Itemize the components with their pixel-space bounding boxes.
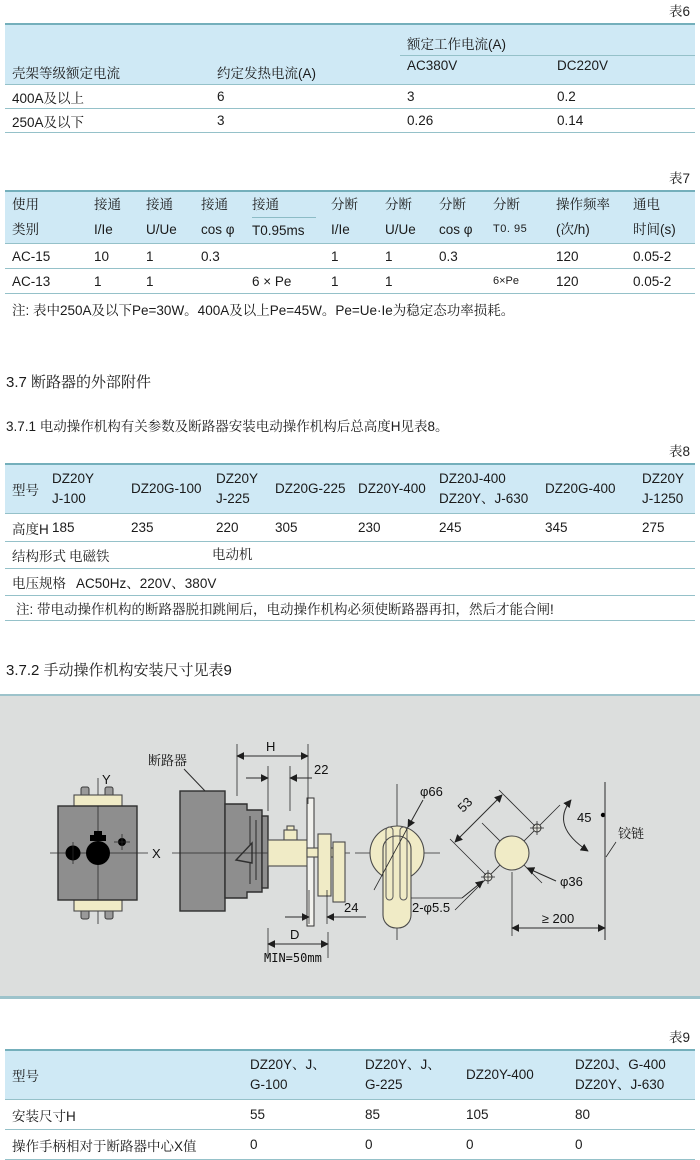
table-row bbox=[5, 1100, 695, 1130]
data-cell: 85 bbox=[358, 1100, 459, 1130]
table9-header-row bbox=[5, 1050, 695, 1100]
data-cell: 0 bbox=[358, 1130, 459, 1160]
data-cell: 0.2 bbox=[550, 85, 695, 109]
voltage-row-cell bbox=[5, 569, 695, 596]
table6-label: 表6 bbox=[668, 4, 690, 19]
model-line: G-100 bbox=[250, 1077, 288, 1092]
header-group-cell: 额定工作电流(A) bbox=[400, 24, 695, 56]
header-line: 分断 bbox=[439, 197, 466, 212]
data-cell bbox=[194, 269, 245, 294]
header-cell bbox=[245, 191, 324, 244]
model-line: DZ20J-400 bbox=[439, 471, 506, 486]
voltage-value: AC50Hz、220V、380V bbox=[76, 576, 217, 591]
header-cell: AC380V bbox=[400, 56, 550, 85]
data-cell: 185 bbox=[45, 514, 124, 542]
mounting-holes-view bbox=[411, 782, 644, 940]
header-cell bbox=[486, 191, 549, 244]
header-cell: 约定发热电流(A) bbox=[210, 24, 400, 85]
data-cell bbox=[245, 244, 324, 269]
structure-value-motor: 电动机 bbox=[212, 547, 253, 562]
data-cell: 0.3 bbox=[194, 244, 245, 269]
installation-diagram-panel bbox=[0, 694, 700, 999]
data-cell: 120 bbox=[549, 269, 626, 294]
header-cell bbox=[626, 191, 695, 244]
data-cell: 0.05-2 bbox=[626, 244, 695, 269]
header-cell: DC220V bbox=[550, 56, 695, 85]
model-line: DZ20Y bbox=[216, 471, 259, 486]
header-cell bbox=[432, 191, 486, 244]
section-heading-3-7-2: 3.7.2 手动操作机构安装尺寸见表9 bbox=[6, 662, 232, 679]
table-row bbox=[5, 1130, 695, 1160]
header-cell bbox=[358, 1050, 459, 1100]
data-cell: AC-15 bbox=[5, 244, 87, 269]
header-cell bbox=[459, 1050, 568, 1100]
dim-d-label: D bbox=[290, 927, 300, 942]
model-line: J-100 bbox=[52, 491, 86, 506]
header-line: 操作频率 bbox=[556, 197, 610, 212]
holes-label: 2-φ5.5 bbox=[412, 900, 451, 915]
data-cell bbox=[432, 269, 486, 294]
header-line: 接通 bbox=[94, 197, 121, 212]
header-line: 接通 bbox=[146, 197, 173, 212]
header-cell bbox=[5, 191, 87, 244]
header-line: 接通 bbox=[252, 192, 316, 218]
row-label-cell: 操作手柄相对于断路器中心X值 bbox=[5, 1130, 243, 1160]
header-line: 通电 bbox=[633, 197, 660, 212]
section-heading-3-7-1: 3.7.1 电动操作机构有关参数及断路器安装电动操作机构后总高度H见表8。 bbox=[6, 419, 449, 434]
data-cell: 245 bbox=[432, 514, 538, 542]
front-view bbox=[50, 772, 161, 924]
model-line: G-225 bbox=[365, 1077, 403, 1092]
data-cell: 0.26 bbox=[400, 109, 550, 133]
header-cell bbox=[124, 464, 209, 514]
header-cell bbox=[324, 191, 378, 244]
data-cell bbox=[486, 244, 549, 269]
data-cell: 105 bbox=[459, 1100, 568, 1130]
header-cell: 型号 bbox=[5, 1050, 243, 1100]
axis-x-label: X bbox=[152, 846, 161, 861]
data-cell: 3 bbox=[400, 85, 550, 109]
table9-label: 表9 bbox=[668, 1030, 690, 1045]
data-cell: 400A及以上 bbox=[5, 85, 210, 109]
model-line: DZ20Y-400 bbox=[466, 1067, 534, 1082]
data-cell: AC-13 bbox=[5, 269, 87, 294]
dia-66-label: φ66 bbox=[420, 784, 443, 799]
data-cell: 80 bbox=[568, 1100, 695, 1130]
data-cell: 0.3 bbox=[432, 244, 486, 269]
header-line: U/Ue bbox=[385, 222, 416, 237]
model-line: DZ20Y、J-630 bbox=[575, 1077, 665, 1092]
data-cell: 1 bbox=[324, 244, 378, 269]
data-cell: 0 bbox=[568, 1130, 695, 1160]
deg-45-label: 45 bbox=[577, 810, 592, 825]
model-line: DZ20G-225 bbox=[275, 481, 346, 496]
data-cell: 1 bbox=[87, 269, 139, 294]
header-line: U/Ue bbox=[146, 222, 177, 237]
data-cell: 275 bbox=[635, 514, 695, 542]
data-cell: 305 bbox=[268, 514, 351, 542]
data-cell: 1 bbox=[139, 244, 194, 269]
data-cell: 6 bbox=[210, 85, 400, 109]
row-label-cell: 高度H bbox=[5, 514, 45, 542]
data-cell: 345 bbox=[538, 514, 635, 542]
header-line: 时间(s) bbox=[633, 222, 676, 237]
dim-200-label: ≥ 200 bbox=[541, 911, 575, 926]
header-line: 接通 bbox=[201, 197, 228, 212]
hinge-label: 铰链 bbox=[618, 826, 645, 841]
header-line: cos φ bbox=[201, 222, 235, 237]
data-cell: 120 bbox=[549, 244, 626, 269]
data-cell: 0 bbox=[243, 1130, 358, 1160]
model-line: DZ20G-400 bbox=[545, 481, 616, 496]
data-cell: 230 bbox=[351, 514, 432, 542]
data-cell: 1 bbox=[378, 244, 432, 269]
side-view bbox=[148, 753, 350, 926]
header-line: I/Ie bbox=[331, 222, 350, 237]
table6-header-row1 bbox=[5, 24, 695, 56]
data-cell: 0.05-2 bbox=[626, 269, 695, 294]
data-cell: 6 × Pe bbox=[245, 269, 324, 294]
dim-22-label: 22 bbox=[314, 762, 329, 777]
data-cell: 0.14 bbox=[550, 109, 695, 133]
header-line: 分断 bbox=[331, 197, 358, 212]
handle-knob-view bbox=[355, 784, 443, 940]
data-cell: 235 bbox=[124, 514, 209, 542]
header-line: 分断 bbox=[493, 197, 520, 212]
header-cell: 型号 bbox=[5, 464, 45, 514]
model-line: DZ20Y、J、 bbox=[250, 1057, 326, 1072]
header-line: T0.95ms bbox=[252, 223, 305, 238]
structure-row-cell bbox=[5, 542, 695, 569]
data-cell: 1 bbox=[324, 269, 378, 294]
model-line: DZ20Y bbox=[52, 471, 95, 486]
data-cell: 6×Pe bbox=[486, 269, 549, 294]
installation-diagram bbox=[0, 696, 700, 996]
model-line: DZ20G-100 bbox=[131, 481, 202, 496]
header-cell: 壳架等级额定电流 bbox=[5, 24, 210, 85]
table7-label: 表7 bbox=[668, 171, 690, 186]
row-label-cell: 安装尺寸H bbox=[5, 1100, 243, 1130]
table9 bbox=[5, 1049, 695, 1160]
header-cell bbox=[268, 464, 351, 514]
header-cell bbox=[378, 191, 432, 244]
table7-header-row bbox=[5, 191, 695, 244]
dia-36-label: φ36 bbox=[560, 874, 583, 889]
data-cell: 1 bbox=[378, 269, 432, 294]
table-row bbox=[5, 542, 695, 569]
table-row bbox=[5, 244, 695, 269]
header-cell bbox=[194, 191, 245, 244]
header-cell bbox=[568, 1050, 695, 1100]
table7-note: 注: 表中250A及以下Pe=30W。400A及以上Pe=45W。Pe=Ue·Ie为稳定态功率损耗。 bbox=[12, 303, 515, 318]
header-line: 分断 bbox=[385, 197, 412, 212]
header-cell bbox=[243, 1050, 358, 1100]
data-cell: 220 bbox=[209, 514, 268, 542]
data-cell: 250A及以下 bbox=[5, 109, 210, 133]
axis-y-label: Y bbox=[102, 772, 111, 787]
table-row bbox=[5, 569, 695, 596]
header-cell bbox=[351, 464, 432, 514]
table8-header-row bbox=[5, 464, 695, 514]
data-cell: 10 bbox=[87, 244, 139, 269]
table8 bbox=[5, 463, 695, 621]
table7 bbox=[5, 190, 695, 294]
model-line: DZ20Y、J-630 bbox=[439, 491, 529, 506]
min-distance-label: MIN=50mm bbox=[264, 951, 322, 965]
model-line: DZ20Y、J、 bbox=[365, 1057, 441, 1072]
header-line: T0. 95 bbox=[493, 223, 528, 235]
table-row bbox=[5, 109, 695, 133]
row-label: 电压规格 bbox=[12, 576, 66, 591]
header-cell bbox=[538, 464, 635, 514]
row-label: 结构形式 bbox=[12, 549, 66, 564]
model-line: DZ20Y-400 bbox=[358, 481, 426, 496]
table8-note-cell: 注: 带电动操作机构的断路器脱扣跳闸后，电动操作机构必须使断路器再扣，然后才能合闸! bbox=[5, 596, 695, 621]
header-cell bbox=[549, 191, 626, 244]
table-row bbox=[5, 85, 695, 109]
breaker-label: 断路器 bbox=[148, 753, 188, 768]
dim-53-label: 53 bbox=[454, 794, 476, 816]
header-line: cos φ bbox=[439, 222, 473, 237]
model-line: J-225 bbox=[216, 491, 250, 506]
header-cell bbox=[45, 464, 124, 514]
table8-label: 表8 bbox=[668, 444, 690, 459]
data-cell: 55 bbox=[243, 1100, 358, 1130]
header-line: 类别 bbox=[12, 222, 39, 237]
table-row bbox=[5, 269, 695, 294]
model-line: DZ20J、G-400 bbox=[575, 1057, 666, 1072]
header-cell bbox=[209, 464, 268, 514]
header-cell bbox=[635, 464, 695, 514]
section-heading-3-7: 3.7 断路器的外部附件 bbox=[6, 374, 152, 391]
model-line: DZ20Y bbox=[642, 471, 685, 486]
header-cell bbox=[432, 464, 538, 514]
data-cell: 3 bbox=[210, 109, 400, 133]
model-line: J-1250 bbox=[642, 491, 684, 506]
table-row bbox=[5, 514, 695, 542]
header-cell bbox=[87, 191, 139, 244]
header-line: I/Ie bbox=[94, 222, 113, 237]
header-cell bbox=[139, 191, 194, 244]
header-line: (次/h) bbox=[556, 222, 590, 237]
dim-h-label: H bbox=[266, 739, 276, 754]
data-cell: 0 bbox=[459, 1130, 568, 1160]
dim-24-label: 24 bbox=[344, 900, 359, 915]
table-row bbox=[5, 596, 695, 621]
structure-value-magnet: 电磁铁 bbox=[69, 549, 110, 564]
header-line: 使用 bbox=[12, 197, 39, 212]
table6 bbox=[5, 23, 695, 133]
data-cell: 1 bbox=[139, 269, 194, 294]
